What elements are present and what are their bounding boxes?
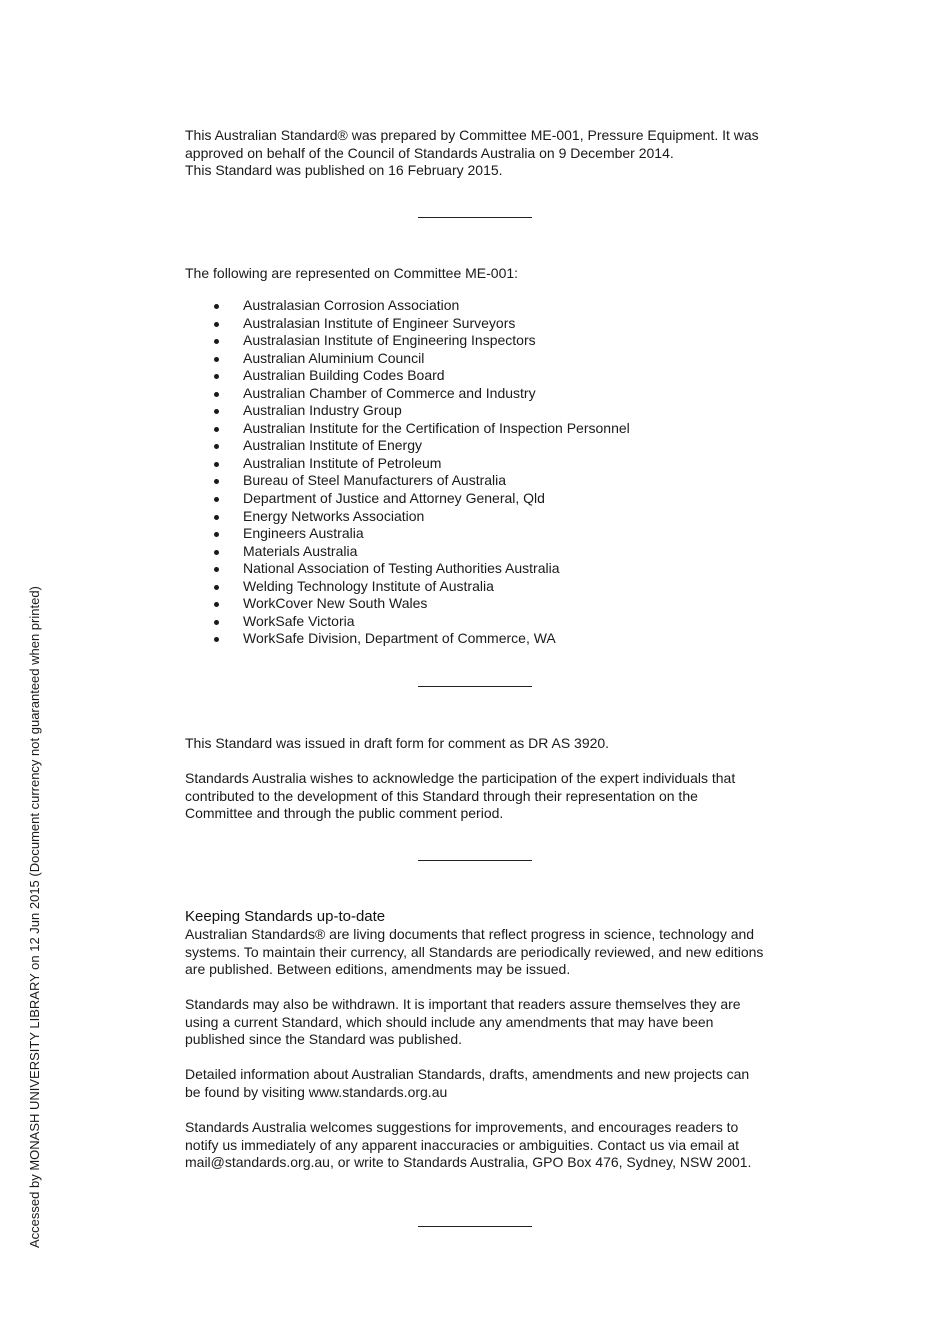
preparation-statement [185,127,775,180]
section-heading: Keeping Standards up-to-date [185,908,386,925]
list-item: Australian Industry Group [185,402,745,420]
prepared-line-1: This Australian Standard® was prepared by Committee ME-001, Pressure Equipment. It was [185,127,759,143]
keeping-paragraph-4: Standards Australia welcomes suggestions for improvements, and encourages readers to notify us immediately of any apparent inaccuracies or ambiguities. Contact us via email at mail@standards.org.au, or write to Standards Australia, GPO Box 476, Sydney, NSW 2001. [185,1119,752,1170]
acknowledgement [185,770,775,823]
list-item: Department of Justice and Attorney General, Qld [185,490,745,508]
bullet-icon [214,497,219,502]
bullet-icon [214,637,219,642]
list-item: Australian Institute of Energy [185,437,745,455]
contact-email-link[interactable]: mail@standards.org.au [185,1154,330,1170]
bullet-icon [214,374,219,379]
list-item: WorkCover New South Wales [185,595,745,613]
list-item: Australasian Institute of Engineering Inspectors [185,332,745,350]
bullet-icon [214,339,219,344]
bullet-icon [214,462,219,467]
bullet-icon [214,444,219,449]
divider-rule [418,860,532,861]
list-item: Australian Institute of Petroleum [185,455,745,473]
divider-rule [418,686,532,687]
committee-members-list [185,297,745,648]
list-item: Engineers Australia [185,525,745,543]
list-item: WorkSafe Victoria [185,613,745,631]
ack-line-3: Committee and through the public comment period. [185,805,504,821]
committee-intro-text: The following are represented on Committee ME-001: [185,265,519,281]
bullet-icon [214,427,219,432]
list-item: Welding Technology Institute of Australia [185,578,745,596]
draft-statement [185,735,775,753]
bullet-icon [214,357,219,362]
keeping-paragraph-3: Detailed information about Australian Standards, drafts, amendments and new projects can be found by visiting www.standards.org.au [185,1066,750,1100]
prepared-line-3: This Standard was published on 16 February 2015. [185,162,503,178]
draft-issued-text: This Standard was issued in draft form for comment as DR AS 3920. [185,735,610,751]
bullet-icon [214,409,219,414]
bullet-icon [214,515,219,520]
divider-rule [418,217,532,218]
bullet-icon [214,567,219,572]
standards-website-link[interactable]: www.standards.org.au [308,1083,448,1100]
list-item: Australian Chamber of Commerce and Industry [185,385,745,403]
list-item: Energy Networks Association [185,508,745,526]
bullet-icon [214,602,219,607]
divider-rule [418,1226,532,1227]
prepared-line-2: approved on behalf of the Council of Standards Australia on 9 December 2014. [185,144,674,161]
bullet-icon [214,550,219,555]
list-item: Australian Building Codes Board [185,367,745,385]
bullet-icon [214,585,219,590]
ack-line-1: Standards Australia wishes to acknowledge the participation of the expert individuals that [185,770,736,786]
list-item: Australian Institute for the Certification of Inspection Personnel [185,420,745,438]
list-item: Bureau of Steel Manufacturers of Australia [185,472,745,490]
list-item: Australian Aluminium Council [185,350,745,368]
list-item: National Association of Testing Authorities Australia [185,560,745,578]
list-item: Australasian Institute of Engineer Surveyors [185,315,745,333]
list-item: Australasian Corrosion Association [185,297,745,315]
bullet-icon [214,532,219,537]
list-item: Materials Australia [185,543,745,561]
committee-intro [185,265,775,283]
keeping-paragraph-1: Australian Standards® are living documents that reflect progress in science, technology and systems. To maintain their currency, all Standards are periodically reviewed, and new editions are published. Between editions, amendments may be issued. [185,926,764,977]
list-item: WorkSafe Division, Department of Commerce, WA [185,630,745,648]
bullet-icon [214,620,219,625]
bullet-icon [214,322,219,327]
bullet-icon [214,479,219,484]
bullet-icon [214,304,219,309]
bullet-icon [214,392,219,397]
keeping-paragraph-2: Standards may also be withdrawn. It is important that readers assure themselves they are using a current Standard, which should include any amendments that may have been published since the Standard was published. [185,996,741,1047]
access-note: Accessed by MONASH UNIVERSITY LIBRARY on 12 Jun 2015 (Document currency not guaranteed when printed) [27,586,42,1248]
ack-line-2: contributed to the development of this Standard through their representation on the [185,787,698,804]
